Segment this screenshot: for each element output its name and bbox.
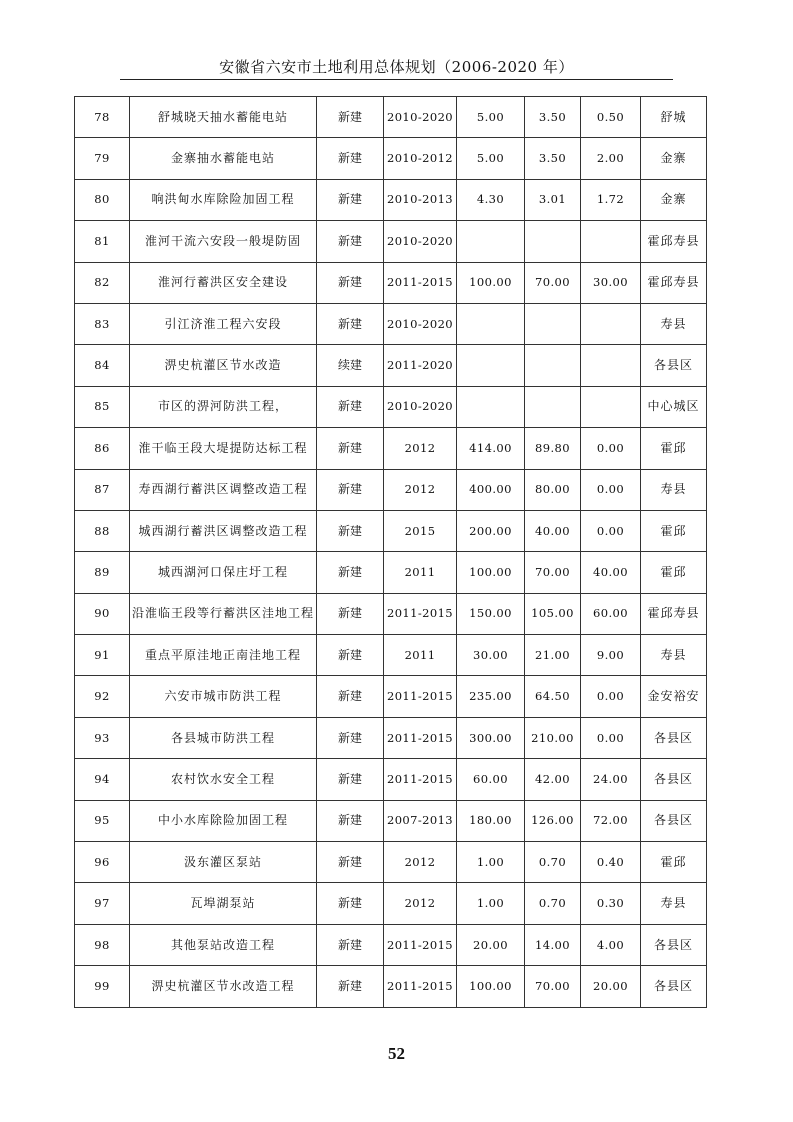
cell-arable-area: 20.00 bbox=[581, 966, 641, 1007]
cell-number: 95 bbox=[75, 800, 130, 841]
cell-total-area: 400.00 bbox=[457, 469, 525, 510]
cell-number: 99 bbox=[75, 966, 130, 1007]
cell-total-area: 5.00 bbox=[457, 138, 525, 179]
cell-arable-area bbox=[581, 221, 641, 262]
cell-period: 2011-2015 bbox=[384, 759, 457, 800]
cell-arable-area: 0.00 bbox=[581, 717, 641, 758]
table-row bbox=[75, 924, 707, 965]
table-row bbox=[75, 883, 707, 924]
cell-location: 霍邱 bbox=[641, 842, 707, 883]
cell-farmland-area: 70.00 bbox=[525, 262, 581, 303]
cell-farmland-area: 70.00 bbox=[525, 966, 581, 1007]
cell-project-name: 淮河干流六安段一般堤防固 bbox=[130, 221, 317, 262]
table-row bbox=[75, 966, 707, 1007]
cell-number: 84 bbox=[75, 345, 130, 386]
cell-period: 2010-2012 bbox=[384, 138, 457, 179]
cell-farmland-area bbox=[525, 303, 581, 344]
cell-location: 各县区 bbox=[641, 759, 707, 800]
cell-project-name: 各县城市防洪工程 bbox=[130, 717, 317, 758]
cell-number: 92 bbox=[75, 676, 130, 717]
cell-total-area bbox=[457, 221, 525, 262]
cell-arable-area: 9.00 bbox=[581, 635, 641, 676]
cell-arable-area: 30.00 bbox=[581, 262, 641, 303]
cell-total-area bbox=[457, 386, 525, 427]
cell-period: 2011-2015 bbox=[384, 966, 457, 1007]
cell-arable-area bbox=[581, 345, 641, 386]
cell-build-type: 新建 bbox=[317, 428, 384, 469]
cell-project-name: 淮干临王段大堤提防达标工程 bbox=[130, 428, 317, 469]
table-row bbox=[75, 469, 707, 510]
cell-period: 2011-2020 bbox=[384, 345, 457, 386]
cell-farmland-area bbox=[525, 221, 581, 262]
cell-project-name: 舒城晓天抽水蓄能电站 bbox=[130, 97, 317, 138]
table-row bbox=[75, 303, 707, 344]
cell-period: 2010-2020 bbox=[384, 386, 457, 427]
cell-number: 89 bbox=[75, 552, 130, 593]
cell-total-area bbox=[457, 345, 525, 386]
cell-arable-area: 0.00 bbox=[581, 469, 641, 510]
cell-number: 90 bbox=[75, 593, 130, 634]
cell-build-type: 新建 bbox=[317, 469, 384, 510]
cell-project-name: 响洪甸水库除险加固工程 bbox=[130, 179, 317, 220]
cell-farmland-area: 3.50 bbox=[525, 97, 581, 138]
cell-location: 舒城 bbox=[641, 97, 707, 138]
cell-number: 81 bbox=[75, 221, 130, 262]
cell-location: 寿县 bbox=[641, 883, 707, 924]
cell-period: 2011-2015 bbox=[384, 717, 457, 758]
cell-arable-area: 0.00 bbox=[581, 676, 641, 717]
cell-build-type: 新建 bbox=[317, 800, 384, 841]
cell-number: 97 bbox=[75, 883, 130, 924]
cell-number: 80 bbox=[75, 179, 130, 220]
cell-farmland-area: 89.80 bbox=[525, 428, 581, 469]
cell-project-name: 农村饮水安全工程 bbox=[130, 759, 317, 800]
cell-build-type: 新建 bbox=[317, 510, 384, 551]
cell-period: 2011-2015 bbox=[384, 593, 457, 634]
cell-location: 各县区 bbox=[641, 717, 707, 758]
cell-project-name: 淠史杭灌区节水改造 bbox=[130, 345, 317, 386]
cell-period: 2012 bbox=[384, 883, 457, 924]
page-header-title: 安徽省六安市土地利用总体规划（2006-2020 年） bbox=[219, 58, 574, 76]
cell-period: 2011-2015 bbox=[384, 676, 457, 717]
cell-location: 霍邱寿县 bbox=[641, 593, 707, 634]
cell-location: 寿县 bbox=[641, 303, 707, 344]
cell-farmland-area: 3.50 bbox=[525, 138, 581, 179]
cell-total-area bbox=[457, 303, 525, 344]
cell-arable-area: 0.40 bbox=[581, 842, 641, 883]
cell-arable-area: 0.00 bbox=[581, 510, 641, 551]
cell-number: 91 bbox=[75, 635, 130, 676]
cell-farmland-area: 14.00 bbox=[525, 924, 581, 965]
cell-number: 94 bbox=[75, 759, 130, 800]
cell-project-name: 淠史杭灌区节水改造工程 bbox=[130, 966, 317, 1007]
table-row bbox=[75, 97, 707, 138]
cell-build-type: 新建 bbox=[317, 138, 384, 179]
cell-project-name: 淮河行蓄洪区安全建设 bbox=[130, 262, 317, 303]
cell-arable-area bbox=[581, 386, 641, 427]
cell-number: 78 bbox=[75, 97, 130, 138]
cell-project-name: 汲东灌区泵站 bbox=[130, 842, 317, 883]
cell-period: 2012 bbox=[384, 469, 457, 510]
cell-arable-area: 60.00 bbox=[581, 593, 641, 634]
cell-project-name: 城西湖河口保庄圩工程 bbox=[130, 552, 317, 593]
cell-project-name: 市区的淠河防洪工程， bbox=[130, 386, 317, 427]
cell-total-area: 235.00 bbox=[457, 676, 525, 717]
cell-period: 2015 bbox=[384, 510, 457, 551]
cell-farmland-area bbox=[525, 386, 581, 427]
cell-arable-area: 72.00 bbox=[581, 800, 641, 841]
cell-location: 各县区 bbox=[641, 345, 707, 386]
cell-total-area: 414.00 bbox=[457, 428, 525, 469]
page-number: 52 bbox=[388, 1044, 405, 1063]
cell-farmland-area: 70.00 bbox=[525, 552, 581, 593]
cell-location: 霍邱 bbox=[641, 552, 707, 593]
cell-location: 寿县 bbox=[641, 635, 707, 676]
cell-location: 金寨 bbox=[641, 179, 707, 220]
cell-period: 2011 bbox=[384, 552, 457, 593]
table-row bbox=[75, 428, 707, 469]
cell-number: 98 bbox=[75, 924, 130, 965]
cell-total-area: 180.00 bbox=[457, 800, 525, 841]
cell-farmland-area: 21.00 bbox=[525, 635, 581, 676]
cell-number: 87 bbox=[75, 469, 130, 510]
cell-period: 2011 bbox=[384, 635, 457, 676]
table-row bbox=[75, 262, 707, 303]
cell-farmland-area: 0.70 bbox=[525, 842, 581, 883]
cell-period: 2007-2013 bbox=[384, 800, 457, 841]
cell-arable-area: 40.00 bbox=[581, 552, 641, 593]
cell-project-name: 引江济淮工程六安段 bbox=[130, 303, 317, 344]
table-row bbox=[75, 800, 707, 841]
cell-farmland-area: 42.00 bbox=[525, 759, 581, 800]
cell-arable-area bbox=[581, 303, 641, 344]
cell-total-area: 100.00 bbox=[457, 262, 525, 303]
cell-total-area: 4.30 bbox=[457, 179, 525, 220]
cell-arable-area: 24.00 bbox=[581, 759, 641, 800]
cell-farmland-area: 3.01 bbox=[525, 179, 581, 220]
cell-project-name: 寿西湖行蓄洪区调整改造工程 bbox=[130, 469, 317, 510]
table-row bbox=[75, 676, 707, 717]
cell-farmland-area: 0.70 bbox=[525, 883, 581, 924]
cell-location: 霍邱寿县 bbox=[641, 221, 707, 262]
cell-location: 霍邱 bbox=[641, 510, 707, 551]
cell-number: 85 bbox=[75, 386, 130, 427]
table-row bbox=[75, 842, 707, 883]
cell-total-area: 100.00 bbox=[457, 966, 525, 1007]
cell-farmland-area: 126.00 bbox=[525, 800, 581, 841]
cell-build-type: 新建 bbox=[317, 552, 384, 593]
cell-arable-area: 1.72 bbox=[581, 179, 641, 220]
cell-arable-area: 0.00 bbox=[581, 428, 641, 469]
cell-location: 寿县 bbox=[641, 469, 707, 510]
table-row bbox=[75, 552, 707, 593]
cell-period: 2011-2015 bbox=[384, 262, 457, 303]
cell-build-type: 新建 bbox=[317, 759, 384, 800]
cell-farmland-area: 40.00 bbox=[525, 510, 581, 551]
cell-build-type: 新建 bbox=[317, 883, 384, 924]
cell-location: 各县区 bbox=[641, 966, 707, 1007]
cell-build-type: 新建 bbox=[317, 303, 384, 344]
cell-build-type: 续建 bbox=[317, 345, 384, 386]
cell-number: 79 bbox=[75, 138, 130, 179]
cell-farmland-area: 64.50 bbox=[525, 676, 581, 717]
cell-build-type: 新建 bbox=[317, 924, 384, 965]
project-table bbox=[74, 96, 707, 1008]
table-row bbox=[75, 179, 707, 220]
cell-project-name: 六安市城市防洪工程 bbox=[130, 676, 317, 717]
cell-total-area: 200.00 bbox=[457, 510, 525, 551]
cell-location: 金安裕安 bbox=[641, 676, 707, 717]
cell-number: 86 bbox=[75, 428, 130, 469]
project-table-body bbox=[75, 97, 707, 1008]
cell-arable-area: 0.30 bbox=[581, 883, 641, 924]
cell-farmland-area bbox=[525, 345, 581, 386]
table-row bbox=[75, 138, 707, 179]
table-row bbox=[75, 635, 707, 676]
cell-farmland-area: 210.00 bbox=[525, 717, 581, 758]
cell-period: 2010-2020 bbox=[384, 97, 457, 138]
table-row bbox=[75, 717, 707, 758]
cell-period: 2010-2020 bbox=[384, 221, 457, 262]
cell-build-type: 新建 bbox=[317, 221, 384, 262]
cell-project-name: 沿淮临王段等行蓄洪区洼地工程 bbox=[130, 593, 317, 634]
table-row bbox=[75, 221, 707, 262]
table-row bbox=[75, 510, 707, 551]
table-row bbox=[75, 593, 707, 634]
cell-build-type: 新建 bbox=[317, 966, 384, 1007]
cell-period: 2010-2013 bbox=[384, 179, 457, 220]
cell-period: 2012 bbox=[384, 842, 457, 883]
cell-build-type: 新建 bbox=[317, 386, 384, 427]
cell-location: 霍邱 bbox=[641, 428, 707, 469]
cell-period: 2011-2015 bbox=[384, 924, 457, 965]
cell-farmland-area: 80.00 bbox=[525, 469, 581, 510]
cell-build-type: 新建 bbox=[317, 842, 384, 883]
cell-arable-area: 2.00 bbox=[581, 138, 641, 179]
cell-location: 各县区 bbox=[641, 800, 707, 841]
cell-location: 金寨 bbox=[641, 138, 707, 179]
cell-total-area: 60.00 bbox=[457, 759, 525, 800]
cell-build-type: 新建 bbox=[317, 635, 384, 676]
cell-number: 82 bbox=[75, 262, 130, 303]
cell-location: 霍邱寿县 bbox=[641, 262, 707, 303]
cell-total-area: 150.00 bbox=[457, 593, 525, 634]
cell-build-type: 新建 bbox=[317, 97, 384, 138]
cell-number: 93 bbox=[75, 717, 130, 758]
cell-number: 83 bbox=[75, 303, 130, 344]
header-divider bbox=[120, 79, 673, 80]
cell-project-name: 中小水库除险加固工程 bbox=[130, 800, 317, 841]
table-row bbox=[75, 386, 707, 427]
cell-arable-area: 4.00 bbox=[581, 924, 641, 965]
cell-project-name: 瓦埠湖泵站 bbox=[130, 883, 317, 924]
cell-location: 各县区 bbox=[641, 924, 707, 965]
cell-number: 96 bbox=[75, 842, 130, 883]
table-row bbox=[75, 345, 707, 386]
cell-number: 88 bbox=[75, 510, 130, 551]
cell-project-name: 其他泵站改造工程 bbox=[130, 924, 317, 965]
cell-build-type: 新建 bbox=[317, 179, 384, 220]
cell-project-name: 重点平原洼地正南洼地工程 bbox=[130, 635, 317, 676]
cell-arable-area: 0.50 bbox=[581, 97, 641, 138]
cell-build-type: 新建 bbox=[317, 593, 384, 634]
cell-total-area: 20.00 bbox=[457, 924, 525, 965]
cell-farmland-area: 105.00 bbox=[525, 593, 581, 634]
cell-build-type: 新建 bbox=[317, 262, 384, 303]
cell-total-area: 1.00 bbox=[457, 842, 525, 883]
cell-build-type: 新建 bbox=[317, 717, 384, 758]
cell-total-area: 1.00 bbox=[457, 883, 525, 924]
cell-period: 2010-2020 bbox=[384, 303, 457, 344]
cell-project-name: 金寨抽水蓄能电站 bbox=[130, 138, 317, 179]
cell-location: 中心城区 bbox=[641, 386, 707, 427]
table-row bbox=[75, 759, 707, 800]
cell-total-area: 100.00 bbox=[457, 552, 525, 593]
cell-total-area: 5.00 bbox=[457, 97, 525, 138]
cell-total-area: 300.00 bbox=[457, 717, 525, 758]
cell-total-area: 30.00 bbox=[457, 635, 525, 676]
cell-project-name: 城西湖行蓄洪区调整改造工程 bbox=[130, 510, 317, 551]
cell-build-type: 新建 bbox=[317, 676, 384, 717]
cell-period: 2012 bbox=[384, 428, 457, 469]
